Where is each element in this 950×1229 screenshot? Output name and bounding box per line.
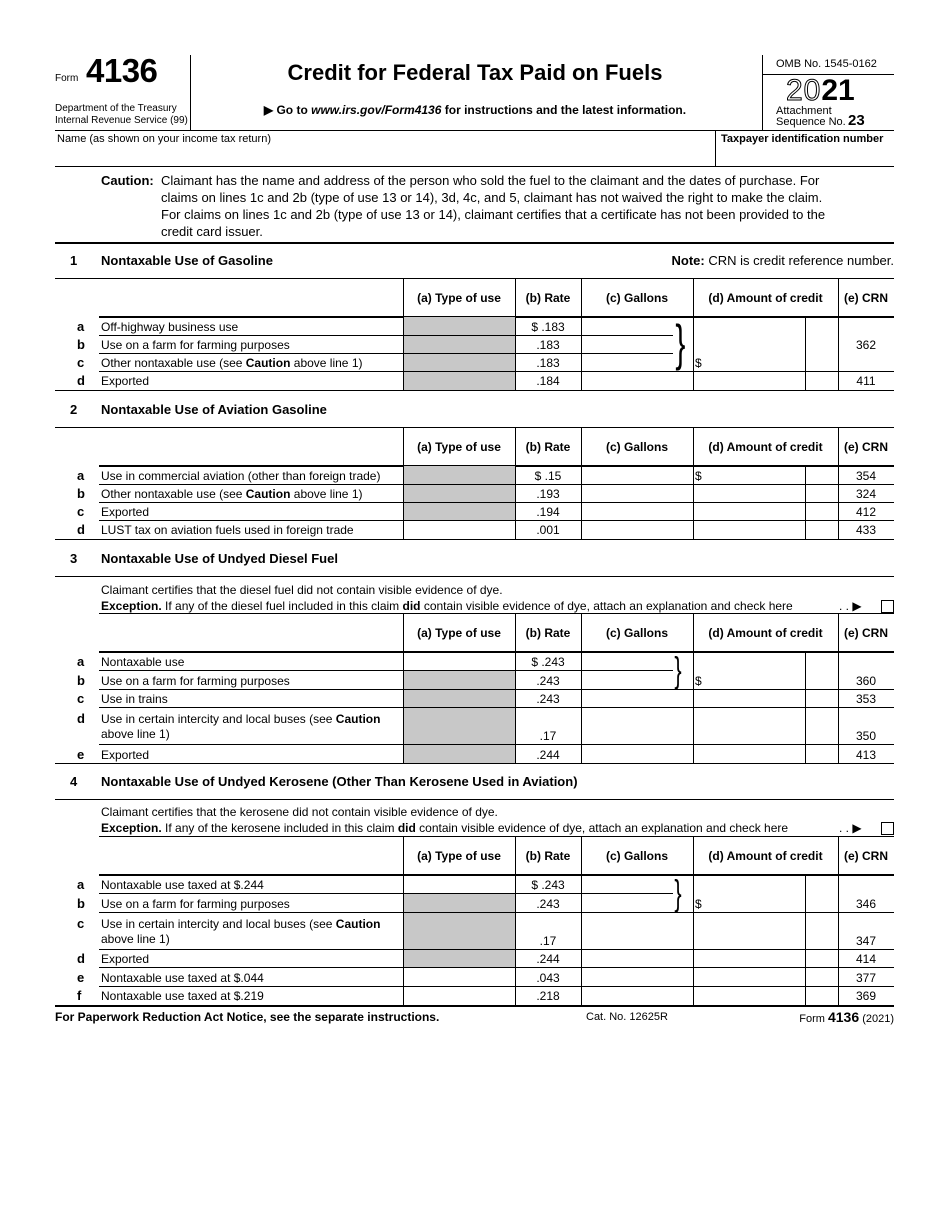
row-label: Use in trains — [101, 692, 168, 706]
caution-line1: Claimant has the name and address of the person who sold the fuel to the claimant and the dates of purchase. For — [161, 173, 820, 188]
dollar-sign: $ — [695, 469, 702, 483]
gallons-input-3a[interactable] — [582, 653, 672, 669]
col-type-of-use: (a) Type of use — [417, 849, 501, 863]
certify-text: Claimant certifies that the diesel fuel did not contain visible evidence of dye. — [101, 583, 503, 597]
row-label: Exported — [101, 952, 150, 966]
amount-input-2c[interactable] — [694, 503, 804, 519]
exception-text: Exception. If any of the diesel fuel included in this claim did contain visible evidence of dye, attach an explanation and check here — [101, 599, 793, 613]
gallons-input-3b[interactable] — [582, 671, 672, 688]
tin-label: Taxpayer identification number — [721, 133, 884, 145]
gallons-input-3d[interactable] — [582, 708, 692, 743]
row-crn: 360 — [855, 674, 877, 688]
exception-text: Exception. If any of the kerosene included in this claim did contain visible evidence of dye, attach an explanation and check here — [101, 821, 789, 835]
col-rate: (b) Rate — [525, 626, 571, 640]
row-label: Exported — [101, 374, 150, 388]
col-gallons: (c) Gallons — [605, 440, 668, 454]
dept-line1: Department of the Treasury — [55, 103, 177, 114]
col-crn: (e) CRN — [844, 849, 888, 863]
row-crn: 350 — [855, 729, 877, 743]
arrow-icon: . . ▶ — [839, 821, 862, 835]
col-gallons: (c) Gallons — [605, 291, 668, 305]
row-rate: .183 — [536, 338, 560, 352]
gallons-input-1a[interactable] — [582, 318, 672, 334]
amount-input-3ab[interactable] — [705, 653, 804, 688]
row-rate: .243 — [536, 674, 560, 688]
row-rate: $ .183 — [531, 320, 565, 334]
form-word: Form — [55, 73, 79, 84]
col-type-of-use: (a) Type of use — [417, 440, 501, 454]
col-gallons: (c) Gallons — [605, 849, 668, 863]
row-crn: 362 — [855, 338, 877, 352]
section-number: 1 — [70, 253, 78, 268]
row-label: Nontaxable use taxed at $.044 — [101, 971, 264, 985]
gallons-input-4e[interactable] — [582, 968, 692, 985]
row-rate: $ .15 — [534, 469, 562, 483]
amount-input-2a[interactable] — [705, 467, 804, 483]
row-rate: .193 — [536, 487, 560, 501]
col-amount: (d) Amount of credit — [708, 626, 823, 640]
row-label: Use on a farm for farming purposes — [101, 674, 290, 688]
type-of-use-input-4e[interactable] — [404, 968, 514, 985]
attachment-label: Attachment — [776, 105, 832, 117]
type-of-use-input-4f[interactable] — [404, 987, 514, 1004]
col-gallons: (c) Gallons — [605, 626, 668, 640]
amount-input-1abc[interactable] — [705, 318, 804, 370]
amount-input-4c[interactable] — [694, 913, 804, 948]
row-label: Use in commercial aviation (other than foreign trade) — [101, 469, 381, 483]
col-amount: (d) Amount of credit — [708, 849, 823, 863]
arrow-icon: . . ▶ — [839, 599, 862, 613]
section-number: 4 — [70, 774, 78, 789]
row-label: Other nontaxable use (see Caution above line 1) — [101, 356, 363, 370]
paperwork-notice: For Paperwork Reduction Act Notice, see the separate instructions. — [55, 1010, 440, 1024]
amount-input-4f[interactable] — [694, 987, 804, 1004]
row-label-line2: above line 1) — [101, 932, 170, 946]
row-crn: 353 — [855, 692, 877, 706]
cat-number: Cat. No. 12625R — [586, 1011, 668, 1023]
dye-exception-checkbox-4[interactable] — [881, 822, 894, 835]
row-letter: a — [77, 877, 85, 892]
row-letter: d — [77, 711, 85, 726]
row-rate: .243 — [536, 897, 560, 911]
type-of-use-input-3a[interactable] — [404, 653, 514, 669]
gallons-input-3c[interactable] — [582, 690, 692, 706]
row-crn: 324 — [855, 487, 877, 501]
col-type-of-use: (a) Type of use — [417, 291, 501, 305]
row-label: Nontaxable use — [101, 655, 185, 669]
omb-number: OMB No. 1545-0162 — [776, 58, 877, 70]
row-rate: .244 — [536, 748, 560, 762]
dye-exception-checkbox-3[interactable] — [881, 600, 894, 613]
gallons-input-4a[interactable] — [582, 876, 672, 892]
col-crn: (e) CRN — [844, 440, 888, 454]
caution-line3: For claims on lines 1c and 2b (type of use 13 or 14), claimant certifies that a certificate has not been provided to the — [161, 207, 826, 222]
amount-input-2b[interactable] — [694, 485, 804, 501]
col-crn: (e) CRN — [844, 291, 888, 305]
section-title: Nontaxable Use of Undyed Kerosene (Other Than Kerosene Used in Aviation) — [101, 774, 578, 789]
row-letter: e — [77, 970, 85, 985]
type-of-use-input-4a[interactable] — [404, 876, 514, 892]
row-label: Use in certain intercity and local buses (see Caution — [101, 917, 381, 931]
section-number: 2 — [70, 402, 78, 417]
gallons-input-4b[interactable] — [582, 894, 672, 911]
row-rate: $ .243 — [531, 878, 565, 892]
gallons-input-4d[interactable] — [582, 950, 692, 966]
gallons-input-1b[interactable] — [582, 336, 672, 352]
row-letter: b — [77, 486, 85, 501]
row-letter: c — [77, 504, 85, 519]
row-crn: 411 — [856, 374, 876, 388]
gallons-input-1c[interactable] — [582, 354, 672, 370]
dept-line2: Internal Revenue Service (99) — [55, 115, 188, 126]
row-letter: c — [77, 916, 85, 931]
col-rate: (b) Rate — [525, 291, 571, 305]
amount-input-3c[interactable] — [694, 690, 804, 706]
row-crn: 369 — [855, 989, 877, 1003]
irs-link[interactable]: www.irs.gov/Form4136 — [311, 103, 442, 117]
row-label: Off-highway business use — [101, 320, 239, 334]
row-crn: 414 — [855, 952, 877, 966]
sequence-number: 23 — [848, 112, 865, 129]
row-rate: .001 — [536, 523, 560, 537]
row-letter: d — [77, 522, 85, 537]
gallons-input-2a[interactable] — [582, 467, 692, 483]
form-title: Credit for Federal Tax Paid on Fuels — [287, 60, 663, 85]
row-rate: .183 — [536, 356, 560, 370]
gallons-input-2c[interactable] — [582, 503, 692, 519]
row-letter: e — [77, 747, 85, 762]
row-letter: d — [77, 373, 85, 388]
brace-icon: } — [674, 649, 682, 690]
row-rate: .043 — [536, 971, 560, 985]
row-rate: .218 — [536, 989, 560, 1003]
row-letter: d — [77, 951, 85, 966]
amount-input-3d[interactable] — [694, 708, 804, 743]
section-title: Nontaxable Use of Gasoline — [101, 253, 273, 268]
row-rate: .17 — [539, 729, 557, 743]
row-label: Other nontaxable use (see Caution above line 1) — [101, 487, 363, 501]
gallons-input-3e[interactable] — [582, 745, 692, 762]
row-letter: f — [77, 988, 82, 1003]
row-rate: $ .243 — [531, 655, 565, 669]
amount-input-3e[interactable] — [694, 745, 804, 762]
row-label: Use on a farm for farming purposes — [101, 897, 290, 911]
section-number: 3 — [70, 551, 78, 566]
row-crn: 413 — [855, 748, 877, 762]
certify-text: Claimant certifies that the kerosene did not contain visible evidence of dye. — [101, 805, 498, 819]
crn-note: Note: CRN is credit reference number. — [671, 253, 894, 268]
row-label-line2: above line 1) — [101, 727, 170, 741]
section-title: Nontaxable Use of Undyed Diesel Fuel — [101, 551, 338, 566]
row-rate: .17 — [539, 934, 557, 948]
gallons-input-2d[interactable] — [582, 521, 692, 538]
dollar-sign: $ — [695, 674, 702, 688]
gallons-input-2b[interactable] — [582, 485, 692, 501]
row-rate: .194 — [536, 505, 560, 519]
row-label: LUST tax on aviation fuels used in foreign trade — [101, 523, 354, 537]
col-amount: (d) Amount of credit — [708, 440, 823, 454]
tin-input[interactable] — [718, 146, 893, 166]
row-crn: 377 — [855, 971, 877, 985]
form-number: 4136 — [86, 52, 158, 89]
row-letter: c — [77, 355, 85, 370]
row-label: Nontaxable use taxed at $.219 — [101, 989, 264, 1003]
caution-line2: claims on lines 1c and 2b (type of use 13 or 14), 3d, 4c, and 5, claimant has not waived the right to make the claim. — [161, 190, 823, 205]
row-letter: a — [77, 319, 85, 334]
row-letter: b — [77, 673, 85, 688]
row-label: Use in certain intercity and local buses (see Caution — [101, 712, 381, 726]
name-input[interactable] — [57, 146, 712, 166]
footer-form-id: Form 4136 (2021) — [799, 1009, 894, 1025]
caution-label: Caution: — [101, 173, 154, 188]
col-type-of-use: (a) Type of use — [417, 626, 501, 640]
row-crn: 346 — [855, 897, 877, 911]
amount-input-1d[interactable] — [694, 373, 804, 389]
caution-line4: credit card issuer. — [161, 224, 263, 239]
row-letter: a — [77, 468, 85, 483]
row-letter: c — [77, 691, 85, 706]
row-crn: 412 — [855, 505, 877, 519]
name-label: Name (as shown on your income tax return) — [57, 133, 271, 145]
dollar-sign: $ — [695, 897, 702, 911]
goto-instructions: ▶ Go to www.irs.gov/Form4136 for instructions and the latest information. — [263, 103, 687, 117]
brace-icon: } — [675, 315, 686, 371]
gallons-input-4f[interactable] — [582, 987, 692, 1004]
section-title: Nontaxable Use of Aviation Gasoline — [101, 402, 327, 417]
row-label: Use on a farm for farming purposes — [101, 338, 290, 352]
row-crn: 433 — [855, 523, 877, 537]
row-label: Exported — [101, 505, 150, 519]
sequence-label: Sequence No. — [776, 116, 846, 128]
row-letter: b — [77, 337, 85, 352]
brace-icon: } — [674, 872, 682, 913]
row-letter: b — [77, 896, 85, 911]
gallons-input-1d[interactable] — [582, 373, 692, 389]
dollar-sign: $ — [695, 356, 702, 370]
row-rate: .243 — [536, 692, 560, 706]
col-rate: (b) Rate — [525, 440, 571, 454]
amount-input-2d[interactable] — [694, 521, 804, 538]
row-rate: .244 — [536, 952, 560, 966]
row-crn: 347 — [855, 934, 877, 948]
amount-input-4d[interactable] — [694, 950, 804, 966]
amount-input-4ab[interactable] — [705, 876, 804, 911]
row-label: Nontaxable use taxed at $.244 — [101, 878, 264, 892]
row-rate: .184 — [536, 374, 560, 388]
amount-input-4e[interactable] — [694, 968, 804, 985]
row-label: Exported — [101, 748, 150, 762]
row-crn: 354 — [855, 469, 877, 483]
col-amount: (d) Amount of credit — [708, 291, 823, 305]
col-rate: (b) Rate — [525, 849, 571, 863]
col-crn: (e) CRN — [844, 626, 888, 640]
gallons-input-4c[interactable] — [582, 913, 692, 948]
tax-year: 2021 — [786, 74, 855, 107]
row-letter: a — [77, 654, 85, 669]
